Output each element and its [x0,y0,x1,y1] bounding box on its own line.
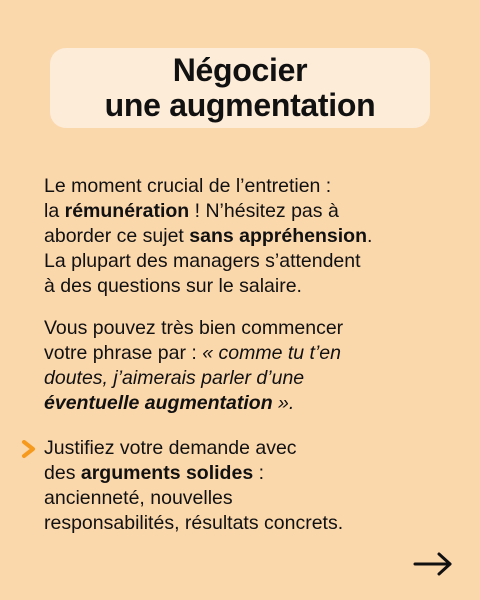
page-title-line-1: Négocier [172,52,308,88]
title-card [50,48,430,128]
paragraph-remuneration [44,174,454,299]
text-fragment: votre phrase par : [44,342,203,364]
chevron-right-icon [20,439,38,459]
italic-quote-line: doutes, j’aimerais parler d’une [44,367,305,389]
arrow-right-icon[interactable] [412,548,454,580]
bold-text: arguments solides [80,462,254,484]
italic-quote-end: ». [272,392,295,414]
text-line: ancienneté, nouvelles [44,487,233,509]
text-fragment: : [253,462,265,484]
text-fragment: des [44,462,81,484]
text-fragment: la [44,200,65,222]
text-line: Justifiez votre demande avec [44,437,297,459]
page-title-line-2: une augmentation [104,87,376,123]
bold-text: rémunération [64,200,190,222]
text-line: à des questions sur le salaire. [44,275,302,297]
paragraph-justification [44,436,454,536]
text-fragment: ! N’hésitez pas à [189,200,339,222]
text-line [44,341,454,366]
text-fragment: aborder ce sujet [44,225,190,247]
text-line [44,199,454,224]
bold-text: sans appréhension [189,225,367,247]
text-line: Vous pouvez très bien commencer [44,317,344,339]
text-line: La plupart des managers s’attendent [44,250,361,272]
text-line [44,224,454,249]
text-fragment: . [366,225,373,247]
text-line: Le moment crucial de l’entretien : [44,175,332,197]
italic-quote: « comme tu t’en [202,342,341,364]
paragraph-phrase-example [44,316,454,416]
bold-italic-text: éventuelle augmentation [44,392,273,414]
text-line [44,461,454,486]
text-line [44,391,454,416]
text-line: responsabilités, résultats concrets. [44,512,344,534]
